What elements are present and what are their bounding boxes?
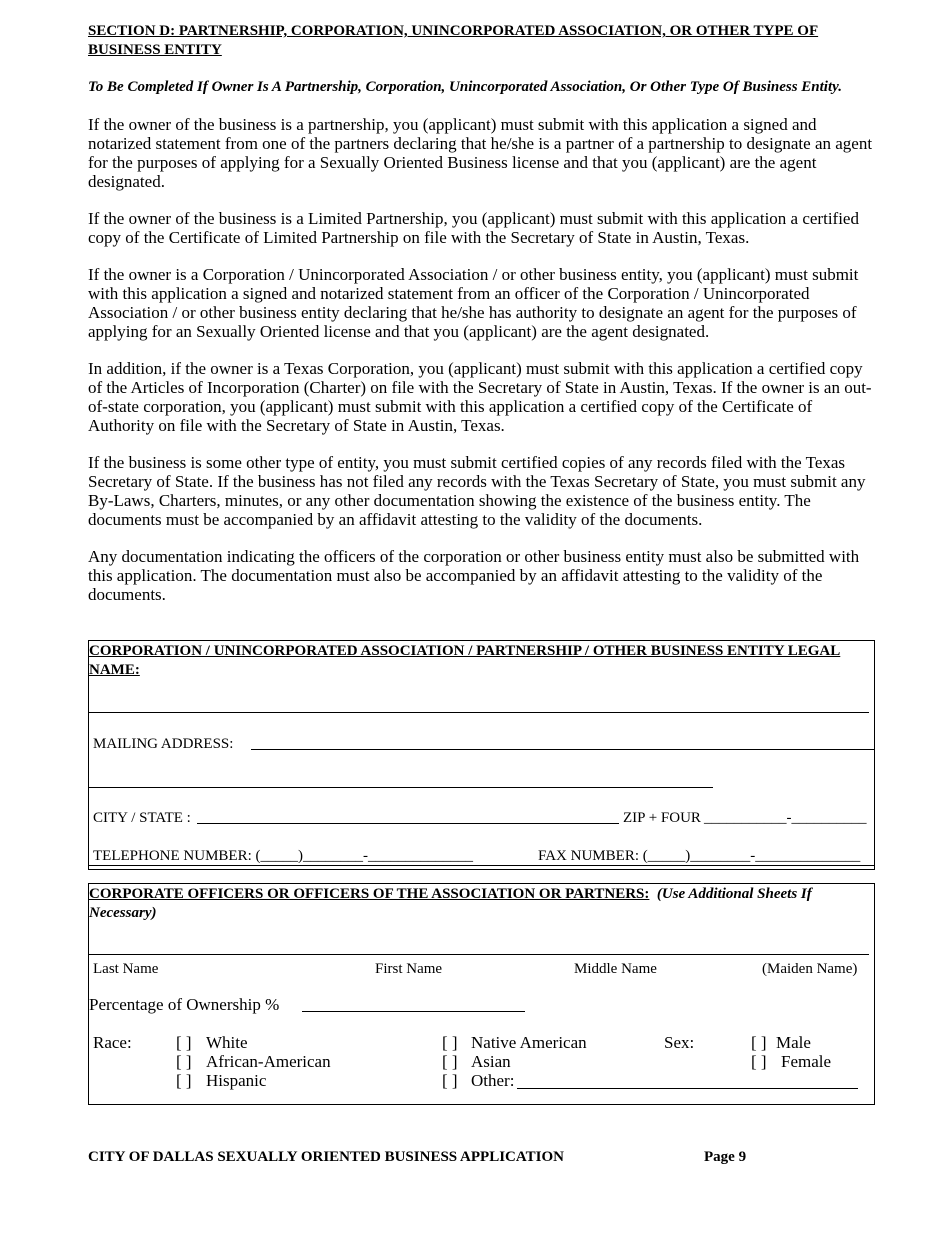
footer-title: CITY OF DALLAS SEXUALLY ORIENTED BUSINESS APPLICATION bbox=[88, 1149, 564, 1165]
paragraph-partnership: If the owner of the business is a partnership, you (applicant) must submit with this application a signed and notarized statement from one of the partners declaring that he/she is a partner of a partnership to designate an agent for the purposes of applying for a Sexually Oriented Business license and that you (applicant) are the agent designated. bbox=[88, 115, 873, 191]
race-option-hispanic: Hispanic bbox=[206, 1071, 267, 1090]
sex-label: Sex: bbox=[664, 1033, 695, 1052]
race-checkbox-african-american[interactable]: [ ] bbox=[176, 1052, 192, 1071]
race-option-native-american: Native American bbox=[471, 1033, 587, 1052]
section-heading: SECTION D: PARTNERSHIP, CORPORATION, UNINCORPORATED ASSOCIATION, OR OTHER TYPE OF BUSINESS ENTITY bbox=[88, 23, 819, 58]
race-checkbox-white[interactable]: [ ] bbox=[176, 1033, 192, 1052]
race-other-field[interactable] bbox=[517, 1088, 858, 1089]
box-bottom-rule bbox=[89, 865, 875, 866]
race-checkbox-hispanic[interactable]: [ ] bbox=[176, 1071, 192, 1090]
section-d bbox=[88, 22, 878, 604]
mailing-address-field[interactable] bbox=[251, 749, 875, 750]
section-subheading: To Be Completed If Owner Is A Partnership, Corporation, Unincorporated Association, Or Other Type Of Business Entity. bbox=[88, 79, 842, 95]
officer-name-field[interactable] bbox=[89, 954, 869, 955]
officers-box-heading bbox=[89, 885, 849, 923]
paragraph-officers-documentation: Any documentation indicating the officers of the corporation or other business entity must also be submitted with this application. The documentation must also be accompanied by an affidavit attesting to the validity of the documents. bbox=[88, 547, 860, 604]
race-option-asian: Asian bbox=[471, 1052, 511, 1071]
sex-option-female: Female bbox=[781, 1052, 832, 1071]
race-label: Race: bbox=[93, 1033, 132, 1052]
sex-option-male: Male bbox=[776, 1033, 811, 1052]
officers-box bbox=[88, 883, 875, 1105]
city-state-label: CITY / STATE : bbox=[93, 810, 191, 826]
race-option-other: Other: bbox=[471, 1071, 515, 1090]
mailing-address-line2-field[interactable] bbox=[89, 787, 713, 788]
race-option-white: White bbox=[206, 1033, 248, 1052]
ownership-field[interactable] bbox=[302, 1011, 525, 1012]
paragraph-corporation: If the owner is a Corporation / Unincorporated Association / or other business entity, you (applicant) must submit with this application a signed and notarized statement from an officer of the Corporation / Unincorporated Association / or other business entity declaring that he/she has authority to designate an agent for the purposes of applying for an Sexually Oriented license and that you (applicant) are the agent designated. bbox=[88, 265, 859, 341]
sex-checkbox-male[interactable]: [ ] bbox=[751, 1033, 767, 1052]
telephone-field[interactable]: TELEPHONE NUMBER: (_____)________-______________ bbox=[93, 848, 473, 864]
mailing-address-label: MAILING ADDRESS: bbox=[93, 736, 234, 752]
zip-label: ZIP + FOUR bbox=[623, 810, 701, 826]
fax-field[interactable]: FAX NUMBER: (_____)________-______________ bbox=[538, 848, 861, 864]
race-checkbox-native-american[interactable]: [ ] bbox=[442, 1033, 458, 1052]
city-state-field[interactable] bbox=[197, 823, 619, 824]
race-checkbox-other[interactable]: [ ] bbox=[442, 1071, 458, 1090]
first-name-label: First Name bbox=[375, 961, 443, 977]
entity-info-box bbox=[88, 640, 875, 870]
middle-name-label: Middle Name bbox=[574, 961, 657, 977]
maiden-name-label: (Maiden Name) bbox=[762, 961, 858, 977]
zip-field[interactable]: ___________-__________ bbox=[704, 810, 867, 826]
officers-heading-note: (Use Additional Sheets If Necessary) bbox=[89, 886, 812, 921]
page-number: Page 9 bbox=[704, 1149, 747, 1165]
race-checkbox-asian[interactable]: [ ] bbox=[442, 1052, 458, 1071]
paragraph-other-entity: If the business is some other type of entity, you must submit certified copies of any records filed with the Texas Secretary of State. If the business has not filed any records with the Texas Secretary of State, you must submit any By-Laws, Charters, minutes, or any other documentation showing the existence of the business entity. The documents must be accompanied by an affidavit attesting to the validity of the documents. bbox=[88, 453, 866, 529]
last-name-label: Last Name bbox=[93, 961, 159, 977]
officers-heading-text: CORPORATE OFFICERS OR OFFICERS OF THE ASSOCIATION OR PARTNERS: bbox=[89, 886, 650, 902]
ownership-label: Percentage of Ownership % bbox=[89, 995, 280, 1014]
race-option-african-american: African-American bbox=[206, 1052, 331, 1071]
paragraph-limited-partnership: If the owner of the business is a Limited Partnership, you (applicant) must submit with this application a certified copy of the Certificate of Limited Partnership on file with the Secretary of State in Austin, Texas. bbox=[88, 209, 859, 247]
sex-checkbox-female[interactable]: [ ] bbox=[751, 1052, 767, 1071]
legal-name-field[interactable] bbox=[89, 712, 869, 713]
entity-box-heading: CORPORATION / UNINCORPORATED ASSOCIATION / PARTNERSHIP / OTHER BUSINESS ENTITY LEGAL NAME: bbox=[89, 643, 841, 678]
paragraph-texas-corporation: In addition, if the owner is a Texas Corporation, you (applicant) must submit with this application a certified copy of the Articles of Incorporation (Charter) on file with the Secretary of State in Austin, Texas. If the owner is an out-of-state corporation, you (applicant) must submit with this application a certified copy of the Certificate of Authority on file with the Secretary of State in Austin, Texas. bbox=[88, 359, 872, 435]
